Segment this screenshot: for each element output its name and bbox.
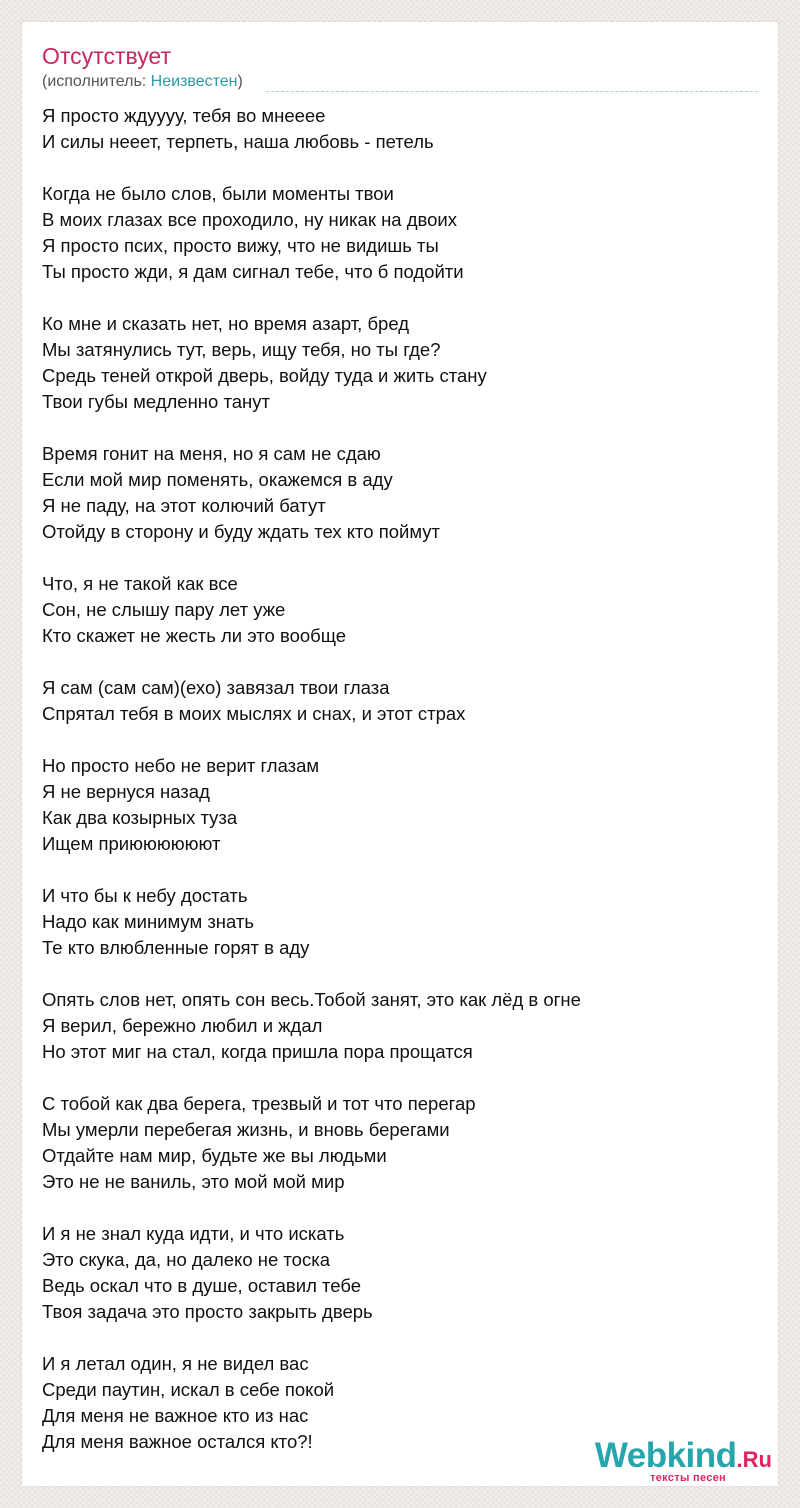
lyric-line: Ищем приюююююют [42, 833, 221, 854]
lyric-line: Кто скажет не жесть ли это вообще [42, 625, 347, 646]
lyric-line: Я не паду, на этот колючий батут [42, 495, 326, 516]
lyric-line: Мы затянулись тут, верь, ищу тебя, но ты где? [42, 339, 441, 360]
lyric-line: И я летал один, я не видел вас [42, 1353, 309, 1374]
lyrics-stanza [42, 441, 762, 545]
lyrics-stanza [42, 987, 762, 1065]
lyric-line: Это скука, да, но далеко не тоска [42, 1249, 331, 1270]
lyrics-body [42, 103, 762, 1481]
lyric-line: В моих глазах все проходило, ну никак на двоих [42, 209, 458, 230]
lyric-line: Сон, не слышу пару лет уже [42, 599, 286, 620]
lyrics-stanza [42, 1221, 762, 1325]
artist-suffix: ) [237, 73, 243, 90]
song-title: Отсутствует [42, 43, 171, 69]
lyric-line: Для меня важное остался кто?! [42, 1431, 313, 1452]
lyric-line: И я не знал куда идти, и что искать [42, 1223, 345, 1244]
lyric-line: Но просто небо не верит глазам [42, 755, 320, 776]
artist-prefix: (исполнитель: [42, 73, 151, 90]
lyric-line: Что, я не такой как все [42, 573, 238, 594]
lyrics-card [22, 22, 778, 1486]
lyric-line: Твои губы медленно танут [42, 391, 270, 412]
lyric-line: И что бы к небу достать [42, 885, 248, 906]
lyrics-stanza [42, 753, 762, 857]
logo-tld: .Ru [736, 1447, 772, 1472]
lyric-line: Отдайте нам мир, будьте же вы людьми [42, 1145, 387, 1166]
lyric-line: Я просто ждуууу, тебя во мнееее [42, 105, 326, 126]
logo-name: Webkind [594, 1436, 737, 1475]
lyrics-stanza [42, 181, 762, 285]
lyrics-stanza [42, 883, 762, 961]
lyric-line: Отойду в сторону и буду ждать тех кто поймут [42, 521, 441, 542]
lyric-line: Для меня не важное кто из нас [42, 1405, 309, 1426]
lyric-line: Я верил, бережно любил и ждал [42, 1015, 323, 1036]
lyrics-stanza [42, 571, 762, 649]
lyric-line: Время гонит на меня, но я сам не сдаю [42, 443, 381, 464]
lyric-line: Твоя задача это просто закрыть дверь [42, 1301, 373, 1322]
lyric-line: С тобой как два берега, трезвый и тот что перегар [42, 1093, 476, 1114]
site-logo[interactable] [572, 1436, 772, 1486]
artist-line [42, 72, 243, 92]
lyric-line: Я просто псих, просто вижу, что не видишь ты [42, 235, 439, 256]
lyric-line: Если мой мир поменять, окажемся в аду [42, 469, 393, 490]
lyric-line: Средь теней открой дверь, войду туда и жить стану [42, 365, 487, 386]
lyric-line: Надо как минимум знать [42, 911, 255, 932]
lyric-line: Ко мне и сказать нет, но время азарт, бред [42, 313, 410, 334]
lyrics-stanza [42, 103, 762, 155]
lyric-line: Мы умерли перебегая жизнь, и вновь берегами [42, 1119, 450, 1140]
lyric-line: Это не не ваниль, это мой мой мир [42, 1171, 345, 1192]
lyric-line: Как два козырных туза [42, 807, 238, 828]
lyric-line: Ты просто жди, я дам сигнал тебе, что б подойти [42, 261, 464, 282]
lyric-line: Те кто влюбленные горят в аду [42, 937, 310, 958]
lyrics-stanza [42, 1091, 762, 1195]
lyric-line: Когда не было слов, были моменты твои [42, 183, 394, 204]
lyric-line: И силы нееет, терпеть, наша любовь - петель [42, 131, 434, 152]
lyric-line: Ведь оскал что в душе, оставил тебе [42, 1275, 362, 1296]
lyric-line: Я сам (сам сам)(ехо) завязал твои глаза [42, 677, 390, 698]
lyric-line: Спрятал тебя в моих мыслях и снах, и этот страх [42, 703, 466, 724]
lyric-line: Опять слов нет, опять сон весь.Тобой занят, это как лёд в огне [42, 989, 581, 1010]
lyrics-stanza [42, 311, 762, 415]
logo-tagline: тексты песен [650, 1472, 726, 1484]
title-divider [266, 91, 758, 92]
lyrics-stanza [42, 675, 762, 727]
lyric-line: Но этот миг на стал, когда пришла пора прощатся [42, 1041, 473, 1062]
lyric-line: Я не вернуся назад [42, 781, 210, 802]
lyric-line: Среди паутин, искал в себе покой [42, 1379, 335, 1400]
artist-link[interactable]: Неизвестен [150, 73, 238, 90]
